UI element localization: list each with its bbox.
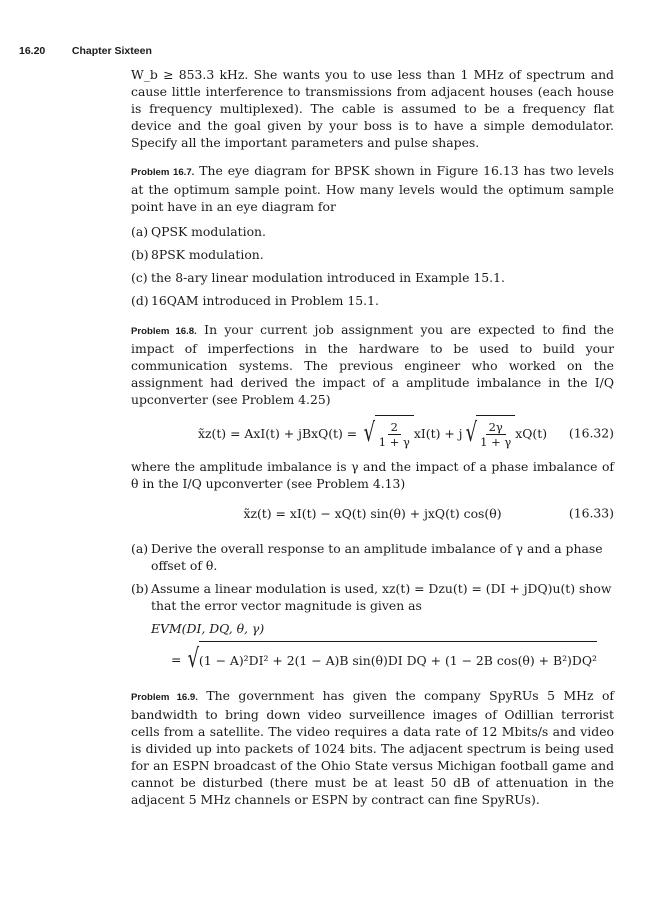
list-item: (b) Assume a linear modulation is used, xz(t) = Dzu(t) = (DI + jDQ)u(t) show that the error vector magnitude is given as — [131, 581, 612, 613]
page-number: 16.20 — [19, 45, 46, 57]
page-content — [131, 66, 614, 808]
problem-16-7 — [131, 162, 614, 215]
evm-lhs: EVM(DI, DQ, θ, γ) — [151, 621, 265, 636]
equation-16-32: x̃z(t) = AxI(t) + jBxQ(t) = √ $\frac{2}{1 + \gamma}$ xI(t) + j √ $\frac{2\gamma}{1 + \gamma}$ xQ(t) (16.32) — [131, 408, 614, 458]
list-item: (a) QPSK modulation. — [131, 224, 266, 239]
problem-16-8-items — [131, 540, 614, 614]
problem-label: Problem 16.7. — [131, 167, 195, 178]
list-item: (a) Derive the overall response to an amplitude imbalance of γ and a phase offset of θ. — [131, 541, 603, 573]
problem-label: Problem 16.9. — [131, 692, 198, 703]
evm-equation: = √ (1 − A)²DI² + 2(1 − A)B sin(θ)DI DQ + (1 − 2B cos(θ) + B²)DQ² — [151, 641, 614, 677]
page-header — [19, 45, 152, 57]
problem-16-8-text2: where the amplitude imbalance is γ and the impact of a phase imbalance of θ in the I/Q upconverter (see Problem 4.13) — [131, 459, 614, 491]
problem-16-9 — [131, 687, 614, 808]
list-item: (d) 16QAM introduced in Problem 15.1. — [131, 293, 379, 308]
problem-16-8 — [131, 321, 614, 408]
problem-label: Problem 16.8. — [131, 326, 197, 337]
problem-text: The government has given the company SpyRUs 5 MHz of bandwidth to bring down video surveillence images of Odillian terrorist cells from a satellite. The video requires a data rate of 12 Mbits/s and video is divided up into packets of 1024 bits. The adjacent spectrum is being used for an ESPN broadcast of the Ohio State versus Michigan football game and cannot be disturbed (there must be at least 50 dB of attenuation in the adjacent 5 MHz channels or ESPN by contract can fine SpyRUs). — [131, 688, 614, 807]
problem-16-7-items — [131, 223, 614, 309]
intro-paragraph: W_b ≥ 853.3 kHz. She wants you to use less than 1 MHz of spectrum and cause little interference to transmissions from adjacent houses (each house is frequency multiplexed). The cable is assumed to be a frequency flat device and the goal given by your boss is to have a simple demodulator. Specify all the important parameters and pulse shapes. — [131, 67, 614, 150]
problem-text: In your current job assignment you are expected to find the impact of imperfections in the hardware to be used to build your communication systems. The previous engineer who worked on the assignment had derived the impact of a amplitude imbalance in the I/Q upconverter (see Problem 4.25) — [131, 322, 614, 407]
equation-number: (16.32) — [568, 425, 614, 441]
list-item: (b) 8PSK modulation. — [131, 247, 264, 262]
equation-number: (16.33) — [568, 505, 614, 521]
list-item: (c) the 8-ary linear modulation introduced in Example 15.1. — [131, 270, 505, 285]
chapter-title: Chapter Sixteen — [71, 45, 152, 57]
equation-16-33: x̃z(t) = xI(t) − xQ(t) sin(θ) + jxQ(t) cos(θ) (16.33) — [243, 505, 614, 521]
problem-text: The eye diagram for BPSK shown in Figure 16.13 has two levels at the optimum sample point. How many levels would the optimum sample point have in an eye diagram for — [131, 163, 614, 214]
